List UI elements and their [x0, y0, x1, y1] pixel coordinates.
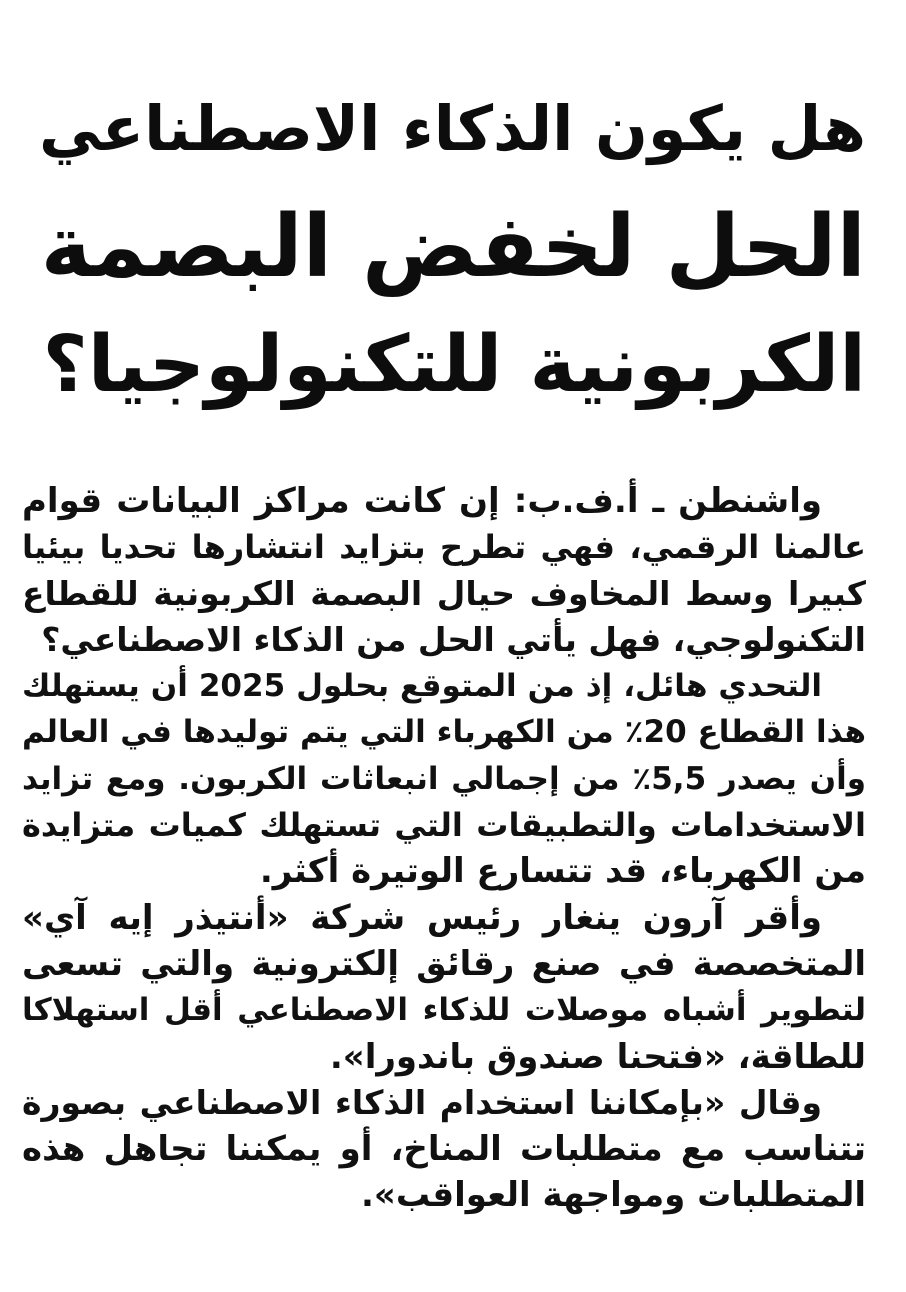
paragraph-line: كبيرا وسط المخاوف حيال البصمة الكربونية للقطاع [22, 573, 866, 613]
paragraph-line: هذا القطاع 20٪ من الكهرباء التي يتم توليدها في العالم [22, 714, 866, 751]
paragraph-line: المتخصصة في صنع رقائق إلكترونية والتي تسعى [22, 943, 866, 984]
paragraph-line: الاستخدامات والتطبيقات التي تستهلك كميات متزايدة [22, 806, 866, 845]
paragraph-line: للطاقة، «فتحنا صندوق باندورا». [329, 1036, 866, 1077]
paragraph-line: وأقر آرون ينغار رئيس شركة «أنتيذر إيه آي» [22, 897, 822, 938]
paragraph-line: التكنولوجي، فهل يأتي الحل من الذكاء الاصطناعي؟ [41, 619, 866, 659]
paragraph-line: وأن يصدر 5,5٪ من إجمالي انبعاثات الكربون. ومع تزايد [22, 760, 866, 797]
paragraph-line: واشنطن ـ أ.ف.ب: إن كانت مراكز البيانات قوام [22, 481, 822, 521]
paragraph-line: المتطلبات ومواجهة العواقب». [360, 1175, 866, 1216]
headline-line-1: هل يكون الذكاء الاصطناعي [39, 92, 866, 165]
headline-line-3: الكربونية للتكنولوجيا؟ [42, 320, 866, 410]
paragraph-4 [22, 1080, 866, 1219]
article-headline [40, 70, 866, 424]
paragraph-1 [22, 478, 866, 663]
paragraph-line: عالمنا الرقمي، فهي تطرح بتزايد انتشارها تحديا بيئيا [22, 528, 866, 567]
paragraph-line: وقال «بإمكاننا استخدام الذكاء الاصطناعي بصورة [22, 1082, 822, 1122]
headline-line-2: الحل لخفض البصمة [40, 197, 866, 297]
paragraph-3 [22, 895, 866, 1080]
paragraph-line: التحدي هائل، إذ من المتوقع بحلول 2025 أن يستهلك [22, 668, 822, 705]
paragraph-2 [22, 663, 866, 894]
paragraph-line: لتطوير أشباه موصلات للذكاء الاصطناعي أقل استهلاكا [22, 992, 866, 1029]
article-body [22, 478, 866, 1219]
paragraph-line: تتناسب مع متطلبات المناخ، أو يمكننا تجاهل هذه [22, 1129, 866, 1170]
paragraph-line: من الكهرباء، قد تتسارع الوتيرة أكثر. [259, 851, 866, 892]
